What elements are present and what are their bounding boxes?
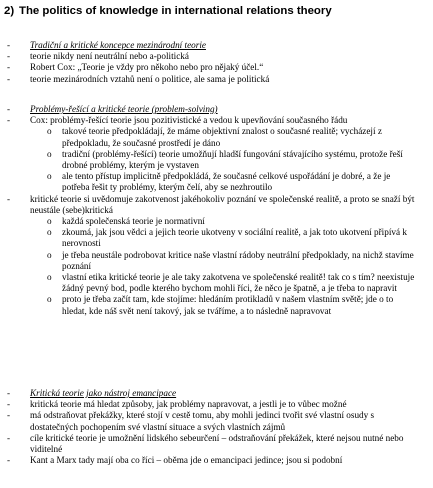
- section-number: 2): [4, 5, 15, 17]
- list-item: [0, 399, 420, 410]
- bullet-marker: o: [47, 227, 52, 238]
- list-item: [0, 40, 420, 51]
- dash-marker: -: [7, 399, 11, 410]
- dash-marker: -: [7, 40, 11, 50]
- dash-marker: -: [7, 388, 11, 398]
- sub-list-item-text: takové teorie předpokládají, že máme objektivní znalost o současné realitě; vycházejí z předpokladu, že současné prostředí je dáno: [62, 126, 382, 148]
- section-title: [4, 5, 332, 18]
- dash-marker: -: [7, 51, 11, 62]
- list-item-text: kritické teorie si uvědomuje zakotvenost jakéhokoliv poznání ve společenské realitě, a proto se snaží být neustále (sebe)kritická: [30, 193, 415, 215]
- sub-list-item-text: vlastní etika kritické teorie je ale taky zakotvena ve společenské realitě! tak co s tím? neexistuje žádný pevný bod, podle kterého bychom mohli říci, že něco je špatně, a je třeba to napravit: [62, 272, 415, 294]
- list-item-text: teorie nikdy není neutrální nebo a-politická: [30, 51, 189, 62]
- list-item: [0, 104, 420, 115]
- sub-list-item: [0, 227, 417, 249]
- list-item: [0, 115, 420, 126]
- sub-list-item: [0, 126, 417, 148]
- sub-list-item-text: proto je třeba začít tam, kde stojíme: hledáním protikladů v našem vlastním světě; jde o to hledat, kde náš svět není takový, jak se tváříme, a to následně napravovat: [62, 294, 394, 316]
- sub-list-item-text: je třeba neustále podrobovat kritice naše vlastní rádoby neutrální předpoklady, na nichž stavíme poznání: [62, 249, 414, 271]
- list-item: [0, 51, 420, 62]
- bullet-marker: o: [47, 272, 52, 283]
- list-item-text: teorie mezinárodních vztahů není o politice, ale sama je politická: [30, 73, 270, 84]
- subsection-heading: Kritická teorie jako nástroj emancipace: [30, 388, 177, 398]
- list-item: [0, 455, 420, 466]
- list-item-text: Kant a Marx tady mají oba co říci – oběma jde o emancipaci jedince; jsou si podobní: [30, 455, 343, 466]
- dash-marker: -: [7, 104, 11, 114]
- sub-list-item-text: ale tento přístup implicitně předpokládá, že současné celkové uspořádání je dobré, a že je potřeba řešit ty problémy, kterým čelí, aby se nezhroutilo: [62, 171, 391, 193]
- list-item: [0, 388, 420, 399]
- list-item: [0, 194, 420, 216]
- list-item-text: kritická teorie má hledat způsoby, jak problémy napravovat, a jestli je to vůbec možné: [30, 399, 347, 410]
- dash-marker: -: [7, 455, 11, 466]
- sub-list-item: [0, 149, 417, 171]
- bullet-marker: o: [47, 294, 52, 305]
- list-item-text: Cox: problémy-řešící teorie jsou pozitivistické a vedou k upevňování současného řádu: [30, 115, 348, 126]
- sub-list-item: [0, 171, 417, 193]
- bullet-marker: o: [47, 249, 52, 260]
- sub-list-item-text: každá společenská teorie je normativní: [62, 216, 205, 227]
- section-emancipation: [0, 388, 433, 466]
- section-problem-solving: [0, 104, 433, 317]
- bullet-marker: o: [47, 126, 52, 137]
- dash-marker: -: [7, 115, 11, 126]
- list-item-text: Robert Cox: „Teorie je vždy pro někoho nebo pro nějaký účel.“: [30, 62, 264, 73]
- dash-marker: -: [7, 73, 11, 84]
- bullet-marker: o: [47, 148, 52, 159]
- list-item: [0, 62, 420, 73]
- dash-marker: -: [7, 62, 11, 73]
- list-item-text: cíle kritické teorie je umožnění lidského sebeurčení – odstraňování překážek, které nejsou nutné nebo viditelné: [30, 432, 404, 455]
- dash-marker: -: [7, 432, 11, 443]
- dash-marker: -: [7, 410, 11, 421]
- bullet-marker: o: [47, 171, 52, 182]
- section-title-text: The politics of knowledge in international relations theory: [19, 5, 332, 17]
- subsection-heading: Problémy-řešící a kritické teorie (problem-solving): [30, 104, 218, 114]
- sub-list-item-text: zkoumá, jak jsou vědci a jejich teorie ukotveny v sociální realitě, a jak toto ukotvení připívá k nerovnosti: [62, 227, 407, 249]
- sub-list-item: [0, 216, 417, 227]
- list-item-text: má odstraňovat překážky, které stojí v cestě tomu, aby mohli jedinci tvořit své vlastní osudy s dostatečných pochopením své vlastní situace a svých vlastních zájmů: [30, 410, 375, 432]
- list-item: [0, 433, 420, 455]
- sub-list-item: [0, 294, 417, 316]
- sub-list-item-text: tradiční (problémy-řešící) teorie umožňují hladší fungování stávajícího systému, protože řeší drobné problémy, kterým je vystaven: [62, 148, 403, 171]
- bullet-marker: o: [47, 216, 52, 227]
- sub-list-item: [0, 272, 417, 294]
- subsection-heading: Tradiční a kritické koncepce mezinárodní teorie: [30, 40, 206, 50]
- list-item: [0, 74, 420, 85]
- sub-list-item: [0, 250, 417, 272]
- list-item: [0, 410, 420, 432]
- dash-marker: -: [7, 193, 11, 204]
- section-traditional-critical: [0, 40, 433, 85]
